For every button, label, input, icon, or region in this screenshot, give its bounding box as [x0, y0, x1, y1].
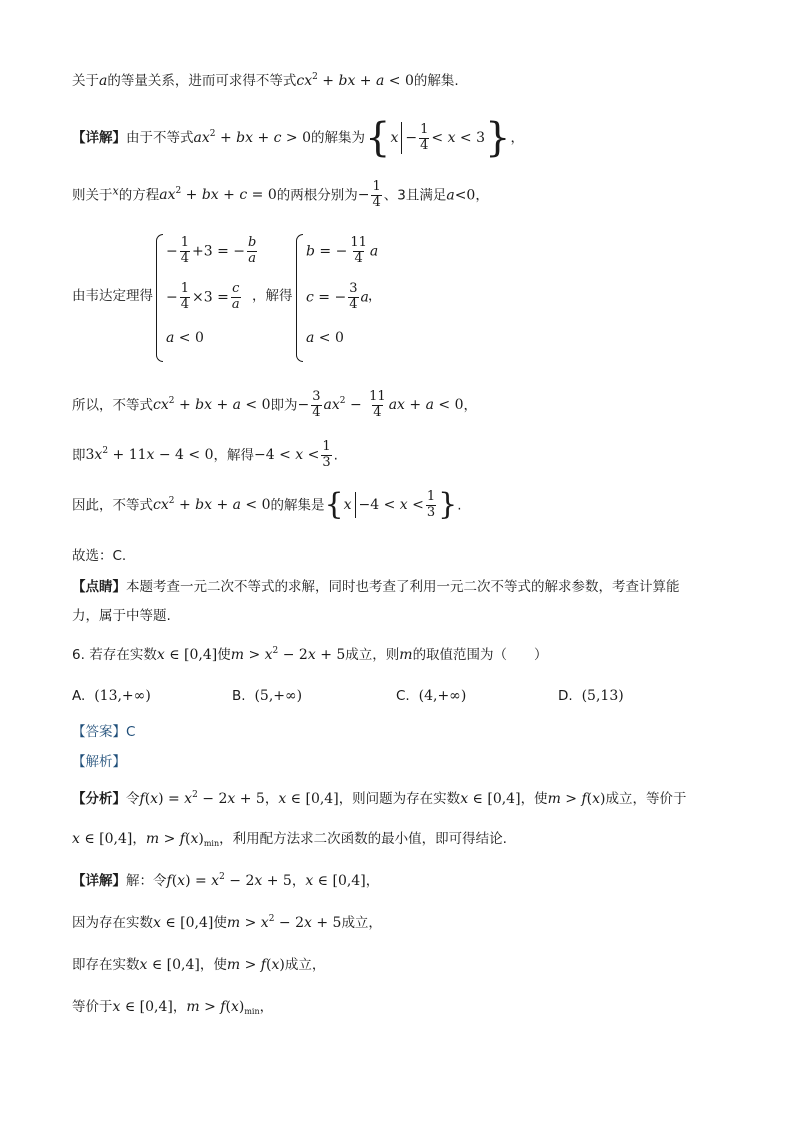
var-m: m [399, 647, 413, 663]
math-range: −4 < x < $\frac{1}{3}$ [254, 439, 331, 470]
text: 成立，等价于 [605, 791, 687, 807]
text: ，利用配方法求二次函数的最小值，即可得结论. [219, 831, 507, 847]
text: ，使 [520, 791, 548, 807]
hence-line [72, 487, 462, 523]
text: 即为 [270, 397, 298, 414]
left-brace [156, 234, 163, 362]
text: . [457, 497, 462, 514]
text: 若存在实数 [89, 647, 157, 663]
analysis-line-1 [72, 790, 687, 809]
text: 本题考查一元二次不等式的求解，同时也考查了利用一元二次不等式的解求参数，考查计算能 [126, 579, 680, 595]
math-domain: x ∈ [0,4] [72, 831, 133, 847]
text: ， [172, 999, 187, 1015]
text: 使 [213, 915, 227, 931]
math-expression: − $\frac{3}{4}$ $ax^2$ − $\frac{11}{4}$ ax + a < 0 [297, 389, 464, 420]
option-value: (13,+∞) [94, 688, 151, 704]
roots-line [72, 180, 489, 211]
text: 的解集是 [270, 497, 325, 514]
math-solution-set: {x − $\frac{1}{4}$ < x < 3} [365, 115, 511, 161]
system-row-3: a < 0 [306, 330, 344, 346]
equiv-line [72, 998, 273, 1017]
text: 解：令 [126, 873, 167, 889]
text: 、3且满足 [383, 187, 447, 204]
var-x: x [112, 184, 119, 198]
comment-line-1 [72, 578, 680, 597]
math-inequality: m > f(x) [226, 957, 285, 973]
text: 因为存在实数 [72, 915, 153, 931]
math-root: − $\frac{1}{4}$ [357, 179, 381, 210]
ie-line [72, 440, 338, 471]
math-domain: x ∈ [0,4] [305, 873, 366, 889]
text: 即存在实数 [72, 957, 140, 973]
option-value: (5,+∞) [254, 688, 303, 704]
text: ，使 [199, 957, 227, 973]
option-value: (5,13) [581, 688, 624, 704]
vieta-label: 由韦达定理得 [72, 288, 153, 304]
math-domain: x ∈ [0,4] [153, 915, 214, 931]
math-inequality: $cx^2$ + bx + a < 0 [296, 72, 414, 89]
comment-tag: 【点睛】 [72, 579, 126, 595]
so-line [72, 390, 477, 421]
ie2-line [72, 956, 325, 975]
question-6 [72, 646, 548, 665]
math-function: $f(x) = x^2 - 2x + 5$ [166, 872, 292, 889]
math-domain: x ∈ [0,4] [139, 957, 200, 973]
system-row-2: c = − $\frac{3}{4}$ a [306, 281, 369, 312]
option-d[interactable] [558, 688, 624, 704]
comment-line-2: 力，属于中等题. [72, 608, 171, 624]
choice-line: 故选：C. [72, 548, 127, 564]
question-number: 6. [72, 647, 85, 663]
answer-line: 【答案】C [72, 724, 136, 740]
system-row-1: − $\frac{1}{4}$ +3 = − $\frac{b}{a}$ [166, 235, 257, 266]
math-inequality: $m > f(x)_{min}$ [145, 831, 220, 848]
option-label: B. [232, 688, 246, 704]
text: 的解集为 [311, 130, 366, 146]
text: 的取值范围为（ ） [412, 647, 548, 663]
text: 的等量关系，进而可求得不等式 [107, 73, 297, 89]
text: 则关于 [72, 187, 113, 204]
text: 令 [126, 791, 140, 807]
math-domain: x ∈ [0,4] [278, 791, 339, 807]
var-a: a [99, 73, 108, 89]
text: 成立，则 [345, 647, 400, 663]
text: ，则问题为存在实数 [338, 791, 461, 807]
text: ， [368, 288, 382, 304]
text: 的两根分别为 [276, 187, 358, 204]
text: 因此，不等式 [72, 497, 153, 514]
system-row-3: a < 0 [166, 330, 204, 346]
text: 的方程 [118, 187, 160, 204]
analysis-line-2 [72, 830, 507, 849]
text: 使 [217, 647, 231, 663]
option-label: D. [558, 688, 573, 704]
text: ，解得 [213, 447, 255, 464]
math-inequality: $ax^2$ + bx + c > 0 [193, 129, 312, 146]
math-domain: x ∈ [0,4] [112, 999, 173, 1015]
text: ， [291, 873, 306, 889]
text: 成立， [341, 915, 382, 931]
math-solution-set: {x −4 < x < $\frac{1}{3}$ } [324, 487, 458, 523]
text: ， [365, 873, 380, 889]
math-equation: $ax^2$ + bx + c = 0 [159, 186, 277, 204]
because-line [72, 914, 382, 933]
math-function: $f(x) = x^2 - 2x + 5$ [139, 790, 265, 807]
intro-line [72, 72, 459, 91]
vieta-system [156, 234, 266, 362]
math-inequality: $cx^2$ + bx + a < 0 [153, 396, 271, 414]
option-b[interactable] [232, 688, 302, 704]
text: ， [264, 791, 279, 807]
detail-tag: 【详解】 [72, 873, 126, 889]
system-row-2: − $\frac{1}{4}$ ×3 = $\frac{c}{a}$ [166, 281, 240, 312]
option-c[interactable] [396, 688, 466, 704]
math-inequality: m > f(x) [547, 791, 606, 807]
math-inequality: $m > f(x)_{min}$ [186, 999, 260, 1016]
detail-line-2 [72, 872, 379, 891]
text: ， [259, 999, 274, 1015]
text: ， [510, 130, 524, 146]
text: 所以，不等式 [72, 397, 153, 414]
option-label: C. [396, 688, 410, 704]
system-row-1: b = − $\frac{11}{4}$ a [306, 235, 379, 266]
math-inequality: $cx^2$ + bx + a < 0 [153, 496, 271, 514]
math-condition: a<0 [446, 187, 476, 204]
detail-line-1 [72, 115, 524, 161]
text: ， [132, 831, 146, 847]
analysis-subtag: 【分析】 [72, 791, 126, 807]
text: 成立， [284, 957, 326, 973]
text: ，解得 [252, 288, 293, 304]
text: 关于 [72, 73, 99, 89]
detail-tag: 【详解】 [72, 130, 126, 146]
math-inequality: $m > x^2 - 2x + 5$ [226, 914, 342, 931]
analysis-tag: 【解析】 [72, 754, 126, 770]
text: ， [475, 187, 489, 204]
option-value: (4,+∞) [418, 688, 467, 704]
text: . [333, 447, 338, 464]
math-domain: x ∈ [0,4] [460, 791, 521, 807]
option-label: A. [72, 688, 86, 704]
text: 的解集. [413, 73, 459, 89]
option-a[interactable] [72, 688, 151, 704]
text: 即 [72, 447, 86, 464]
left-brace [296, 234, 303, 362]
text: ， [463, 397, 477, 414]
text: 由于不等式 [126, 130, 194, 146]
text: 等价于 [72, 999, 113, 1015]
math-inequality: $m > x^2 - 2x + 5$ [230, 646, 346, 663]
math-inequality: $3x^2 + 11x - 4 < 0$ [85, 446, 214, 464]
math-domain: x ∈ [0,4] [156, 647, 218, 663]
